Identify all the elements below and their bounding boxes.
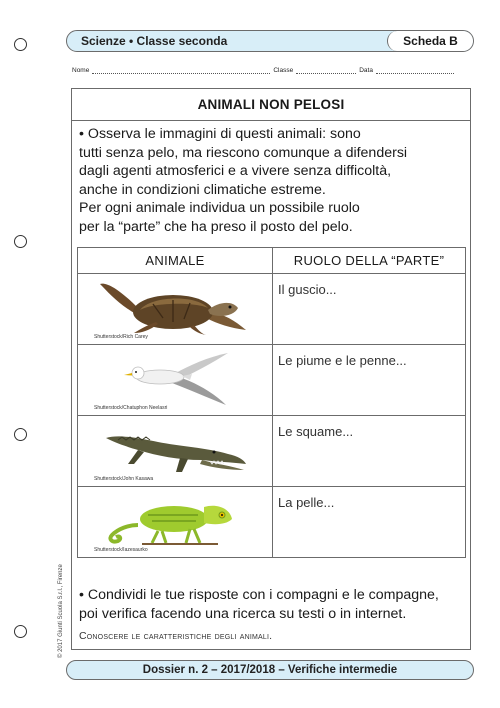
photo-credit: Shutterstock/Chatuphon Neelasri bbox=[94, 405, 168, 411]
binder-hole-upper bbox=[14, 235, 27, 248]
intro-text bbox=[79, 125, 469, 236]
seagull-image bbox=[98, 349, 248, 407]
copyright-notice: © 2017 Giunti Scuola S.r.l., Firenze bbox=[58, 564, 64, 658]
photo-credit: Shutterstock/Iazesaurko bbox=[94, 547, 148, 553]
footer-bar: Dossier n. 2 – 2017/2018 – Verifiche intermedie bbox=[66, 660, 474, 680]
name-field[interactable] bbox=[92, 68, 270, 74]
intro-line: anche in condizioni climatiche estreme. bbox=[79, 181, 326, 198]
table-row bbox=[78, 345, 466, 416]
table-row bbox=[78, 416, 466, 487]
share-line: • Condividi le tue risposte con i compagni e le compagne, bbox=[79, 587, 439, 603]
role-answer-cell[interactable] bbox=[273, 345, 466, 416]
name-label: Nome bbox=[72, 67, 90, 74]
role-prompt: Le piume e le penne... bbox=[278, 353, 407, 368]
role-prompt: La pelle... bbox=[278, 495, 335, 510]
class-label: Classe bbox=[273, 67, 294, 74]
photo-credit: Shutterstock/Rich Carey bbox=[94, 334, 148, 340]
photo-credit: Shutterstock/John Kasawa bbox=[94, 476, 154, 482]
header-title: Scienze • Classe seconda bbox=[81, 34, 228, 48]
title-divider bbox=[72, 120, 470, 121]
column-header-role: RUOLO DELLA “PARTE” bbox=[273, 248, 466, 274]
learning-objective: Conoscere le caratteristiche degli animali. bbox=[79, 630, 273, 642]
animal-table bbox=[77, 247, 466, 558]
table-header-row bbox=[78, 248, 466, 274]
intro-line: tutti senza pelo, ma riescono comunque a difendersi bbox=[79, 144, 408, 161]
student-info-fields bbox=[72, 67, 472, 74]
animal-cell bbox=[78, 416, 273, 487]
animal-cell bbox=[78, 487, 273, 558]
turtle-image bbox=[98, 278, 248, 336]
role-answer-cell[interactable] bbox=[273, 487, 466, 558]
share-instructions bbox=[79, 586, 469, 624]
intro-line: dagli agenti atmosferici e a vivere senza difficoltà, bbox=[79, 163, 392, 179]
intro-line: per la “parte” che ha preso il posto del pelo. bbox=[79, 218, 353, 235]
worksheet-box bbox=[71, 88, 471, 650]
class-field[interactable] bbox=[296, 68, 356, 74]
date-field[interactable] bbox=[376, 68, 454, 74]
animal-cell bbox=[78, 274, 273, 345]
header-bar bbox=[66, 30, 474, 52]
column-header-animal: ANIMALE bbox=[78, 248, 273, 274]
animal-cell bbox=[78, 345, 273, 416]
intro-line: Per ogni animale individua un possibile ruolo bbox=[79, 200, 360, 216]
role-prompt: Il guscio... bbox=[278, 282, 337, 297]
role-prompt: Le squame... bbox=[278, 424, 354, 439]
binder-hole-top bbox=[14, 38, 27, 51]
chameleon-image bbox=[98, 491, 248, 549]
date-label: Data bbox=[359, 67, 373, 74]
sheet-title: ANIMALI NON PELOSI bbox=[197, 97, 345, 112]
table-row bbox=[78, 487, 466, 558]
crocodile-image bbox=[98, 420, 248, 478]
role-answer-cell[interactable] bbox=[273, 274, 466, 345]
scheda-label: Scheda B bbox=[387, 31, 473, 51]
share-line: poi verifica facendo una ricerca su testi o in internet. bbox=[79, 606, 407, 622]
intro-line: • Osserva le immagini di questi animali: sono bbox=[79, 126, 361, 142]
table-row bbox=[78, 274, 466, 345]
binder-hole-bottom bbox=[14, 625, 27, 638]
role-answer-cell[interactable] bbox=[273, 416, 466, 487]
binder-hole-lower bbox=[14, 428, 27, 441]
